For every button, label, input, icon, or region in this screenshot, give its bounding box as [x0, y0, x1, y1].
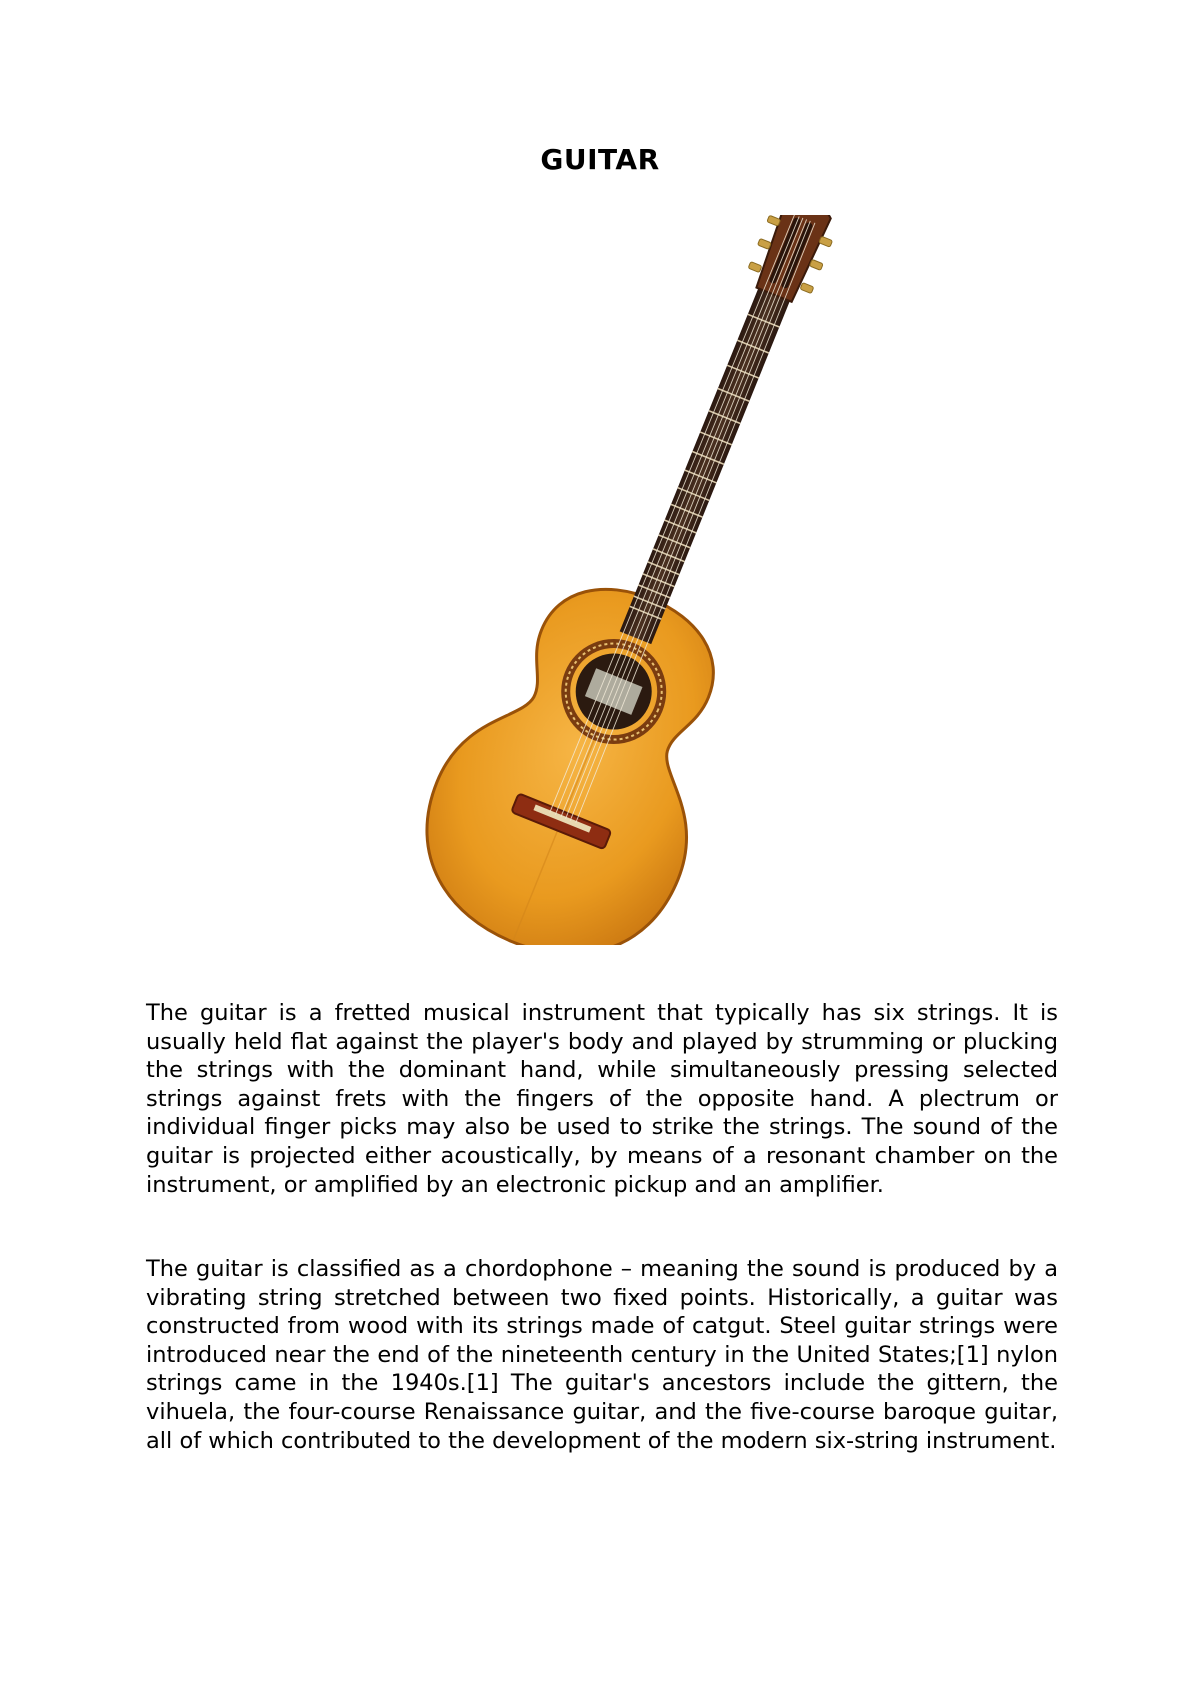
- guitar-neck: [620, 286, 791, 644]
- guitar-body: [392, 550, 772, 945]
- page-title: GUITAR: [540, 143, 660, 176]
- guitar-image: [380, 215, 840, 945]
- paragraph-2: The guitar is classified as a chordophone – meaning the sound is produced by a vibrating string stretched between two fixed points. Historically, a guitar was constructed from wood with its strings made of catgut. Steel guitar strings were introduced near the end of the nineteenth century in the United States;[1] nylon strings came in the 1940s.[1] The guitar's ancestors include the gittern, the vihuela, the four-course Renaissance guitar, and the five-course baroque guitar, all of which contributed to the development of the modern six-string instrument.: [146, 1256, 1058, 1454]
- paragraph-1: The guitar is a fretted musical instrument that typically has six strings. It is usually held flat against the player's body and played by strumming or plucking the strings with the dominant hand, while simultaneously pressing selected strings against frets with the fingers of the opposite hand. A plectrum or individual finger picks may also be used to strike the strings. The sound of the guitar is projected either acoustically, by means of a resonant chamber on the instrument, or amplified by an electronic pickup and an amplifier.: [146, 1000, 1058, 1198]
